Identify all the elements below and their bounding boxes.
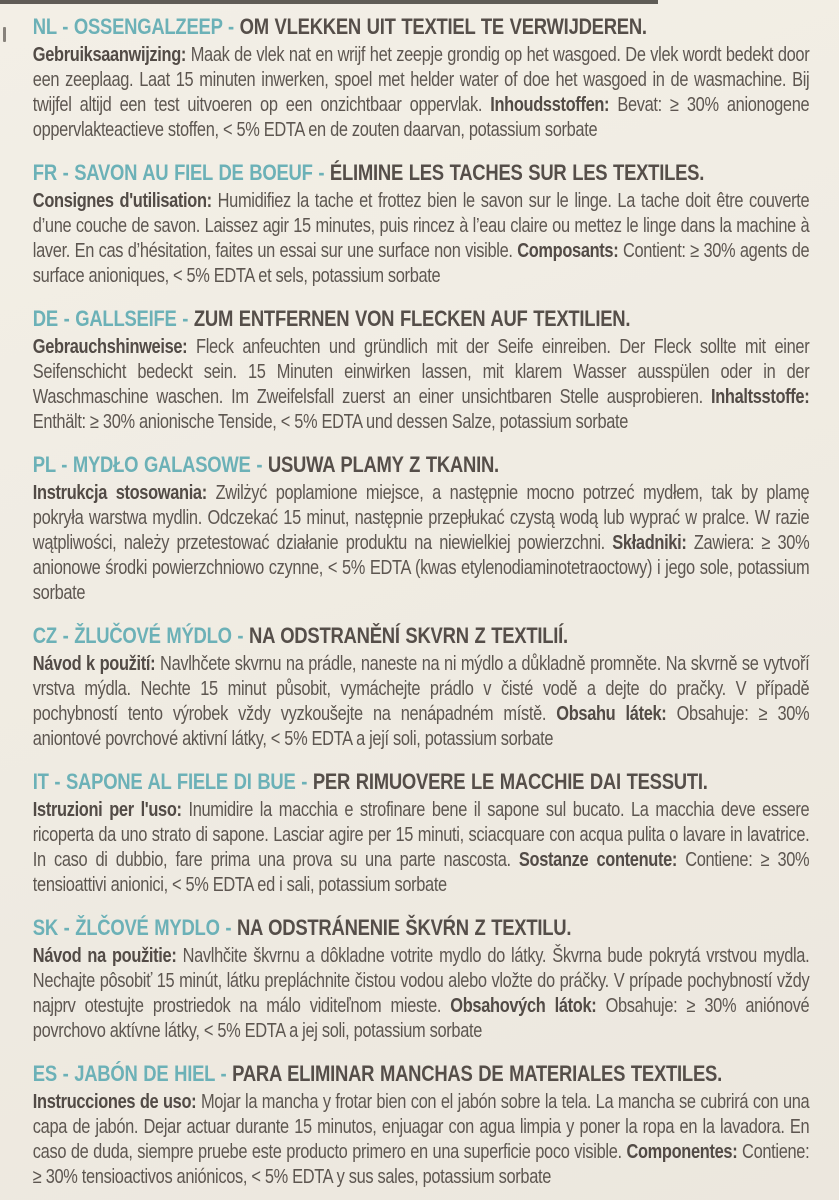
- language-product-name: ES - JABÓN DE HIEL -: [32, 1061, 227, 1086]
- language-product-name: DE - GALLSEIFE -: [32, 306, 189, 331]
- ingredients-text: Obsahuje: ≥ 30% aniónové povrchovo aktívne látky, < 5% EDTA a jej soli, potassium sorbate: [32, 995, 810, 1042]
- product-claim: PER RIMUOVERE LE MACCHIE DAI TESSUTI.: [312, 769, 708, 794]
- language-product-name: NL - OSSENGALZEEP -: [32, 14, 234, 39]
- ingredients-label: Składniki:: [612, 532, 687, 554]
- ingredients-text: Bevat: ≥ 30% anionogene oppervlakteactieve stoffen, < 5% EDTA en de zouten daarvan, potassium sorbate: [32, 94, 810, 141]
- section-heading: [33, 622, 810, 649]
- section-heading: [33, 159, 810, 186]
- usage-text: Humidifiez la tache et frottez bien le savon sur le linge. La tache doit être couverte d’une couche de savon. Laissez agir 15 minutes, puis rincez à l’eau claire ou mettez le linge dans la machine à laver. En cas d’hésitation, faites un essai sur une surface non visible.: [32, 190, 810, 262]
- ingredients-label: Obsahu látek:: [556, 703, 667, 725]
- language-section: [33, 622, 810, 752]
- section-heading: [33, 13, 810, 40]
- ingredients-label: Composants:: [517, 240, 619, 262]
- ingredients-label: Inhaltsstoffe:: [710, 386, 810, 408]
- usage-label: Návod na použitie:: [32, 945, 177, 967]
- usage-label: Istruzioni per l'uso:: [32, 799, 182, 821]
- language-product-name: SK - ŽLČOVÉ MYDLO -: [32, 915, 232, 940]
- usage-text: Maak de vlek nat en wrijf het zeepje grondig op het wasgoed. De vlek wordt bedekt door een zeeplaag. Laat 15 minuten inwerken, spoel met helder water of doe het wasgoed in de wasmachine. Bij twijfel altijd een test uitvoeren op een onzichtbaar oppervlak.: [32, 44, 810, 116]
- ingredients-label: Sostanze contenute:: [518, 849, 678, 871]
- usage-label: Gebruiksaanwijzing:: [32, 44, 187, 66]
- usage-label: Návod k použití:: [32, 653, 156, 675]
- language-section: [33, 451, 810, 606]
- ingredients-label: Obsahových látok:: [450, 995, 597, 1017]
- usage-label: Instrukcja stosowania:: [32, 482, 207, 504]
- language-section: [33, 13, 810, 143]
- usage-text: Navlhčite škvrnu a dôkladne votrite mydlo do látky. Škvrna bude pokrytá vrstvou mydla. Nechajte pôsobiť 15 minút, látku prepláchnite čistou vodou alebo vložte do práčky. V prípade pochybností vždy najprv otestujte prostriedok na málo viditeľnom mieste.: [32, 945, 810, 1017]
- language-section: [33, 914, 810, 1044]
- product-claim: NA ODSTRANĚNÍ SKVRN Z TEXTILIÍ.: [249, 623, 568, 648]
- section-heading: [33, 768, 810, 795]
- ingredients-text: Contiene: ≥ 30% tensioactivos aniónicos, < 5% EDTA y sus sales, potassium sorbate: [32, 1141, 810, 1188]
- usage-text: Zwilżyć poplamione miejsce, a następnie mocno potrzeć mydłem, tak by plamę pokryła warstwa mydlin. Odczekać 15 minut, następnie przepłukać czystą wodą lub wyprać w pralce. W razie wątpliwości, należy przetestować działanie produktu na niewielkiej powierzchni.: [32, 482, 810, 554]
- language-product-name: FR - SAVON AU FIEL DE BOEUF -: [32, 160, 325, 185]
- section-body: [33, 43, 810, 143]
- product-claim: PARA ELIMINAR MANCHAS DE MATERIALES TEXTILES.: [232, 1061, 722, 1086]
- ingredients-text: Contiene: ≥ 30% tensioattivi anionici, < 5% EDTA ed i sali, potassium sorbate: [32, 849, 810, 896]
- section-heading: [33, 1060, 810, 1087]
- ingredients-label: Inhoudsstoffen:: [490, 94, 610, 116]
- language-section: [33, 768, 810, 898]
- section-body: [33, 652, 810, 752]
- product-claim: OM VLEKKEN UIT TEXTIEL TE VERWIJDEREN.: [239, 14, 647, 39]
- usage-text: Mojar la mancha y frotar bien con el jabón sobre la tela. La mancha se cubrirá con una capa de jabón. Dejar actuar durante 15 minutos, enjuagar con agua limpia y poner la ropa en la lavadora. En caso de duda, siempre pruebe este producto primero en una superficie poco visible.: [32, 1091, 810, 1163]
- usage-label: Instrucciones de uso:: [32, 1091, 197, 1113]
- ingredients-text: Zawiera: ≥ 30% anionowe środki powierzchniowo czynne, < 5% EDTA (kwas etylenodiaminotetraoctowy) i jego sole, potassium sorbate: [32, 532, 810, 604]
- ingredients-text: Obsahuje: ≥ 30% aniontové povrchové aktivní látky, < 5% EDTA a její soli, potassium sorbate: [32, 703, 810, 750]
- section-body: [33, 798, 810, 898]
- section-heading: [33, 305, 810, 332]
- ingredients-text: Contient: ≥ 30% agents de surface anioniques, < 5% EDTA et sels, potassium sorbate: [32, 240, 810, 287]
- usage-label: Gebrauchshinweise:: [32, 336, 188, 358]
- usage-text: Inumidire la macchia e strofinare bene il sapone sul bucato. La macchia deve essere ricoperta da uno strato di sapone. Lasciar agire per 15 minuti, sciacquare con acqua pulita o lavare in lavatrice. In caso di dubbio, fare prima una prova su una parte nascosta.: [32, 799, 810, 871]
- section-body: [33, 335, 810, 435]
- usage-text: Fleck anfeuchten und gründlich mit der Seife einreiben. Der Fleck sollte mit einer Seifenschicht bedeckt sein. 15 Minuten einwirken lassen, mit klarem Wasser ausspülen oder in der Waschmaschine waschen. Im Zweifelsfall zuerst an einer unsichtbaren Stelle ausprobieren.: [32, 336, 810, 408]
- language-section: [33, 1060, 810, 1190]
- section-heading: [33, 914, 810, 941]
- language-product-name: CZ - ŽLUČOVÉ MÝDLO -: [32, 623, 244, 648]
- label-sections: [33, 13, 810, 1190]
- product-claim: USUWA PLAMY Z TKANIN.: [267, 452, 499, 477]
- product-claim: ZUM ENTFERNEN VON FLECKEN AUF TEXTILIEN.: [193, 306, 631, 331]
- product-claim: NA ODSTRÁNENIE ŠKVŔN Z TEXTILU.: [236, 915, 572, 940]
- language-product-name: PL - MYDŁO GALASOWE -: [32, 452, 263, 477]
- ingredients-text: Enthält: ≥ 30% anionische Tenside, < 5% EDTA und dessen Salze, potassium sorbate: [32, 411, 629, 433]
- section-body: [33, 481, 810, 606]
- product-claim: ÉLIMINE LES TACHES SUR LES TEXTILES.: [329, 160, 705, 185]
- section-body: [33, 944, 810, 1044]
- section-body: [33, 1090, 810, 1190]
- language-section: [33, 305, 810, 435]
- section-body: [33, 189, 810, 289]
- usage-text: Navlhčete skvrnu na prádle, naneste na ni mýdlo a důkladně promněte. Na skvrně se vytvoří vrstva mýdla. Nechte 15 minut působit, vymáchejte prádlo v čisté vodě a dejte do pračky. V případě pochybností tento výrobek vždy vyzkoušejte na nenápadném místě.: [32, 653, 810, 725]
- language-product-name: IT - SAPONE AL FIELE DI BUE -: [32, 769, 308, 794]
- language-section: [33, 159, 810, 289]
- section-heading: [33, 451, 810, 478]
- ingredients-label: Componentes:: [626, 1141, 738, 1163]
- usage-label: Consignes d'utilisation:: [32, 190, 212, 212]
